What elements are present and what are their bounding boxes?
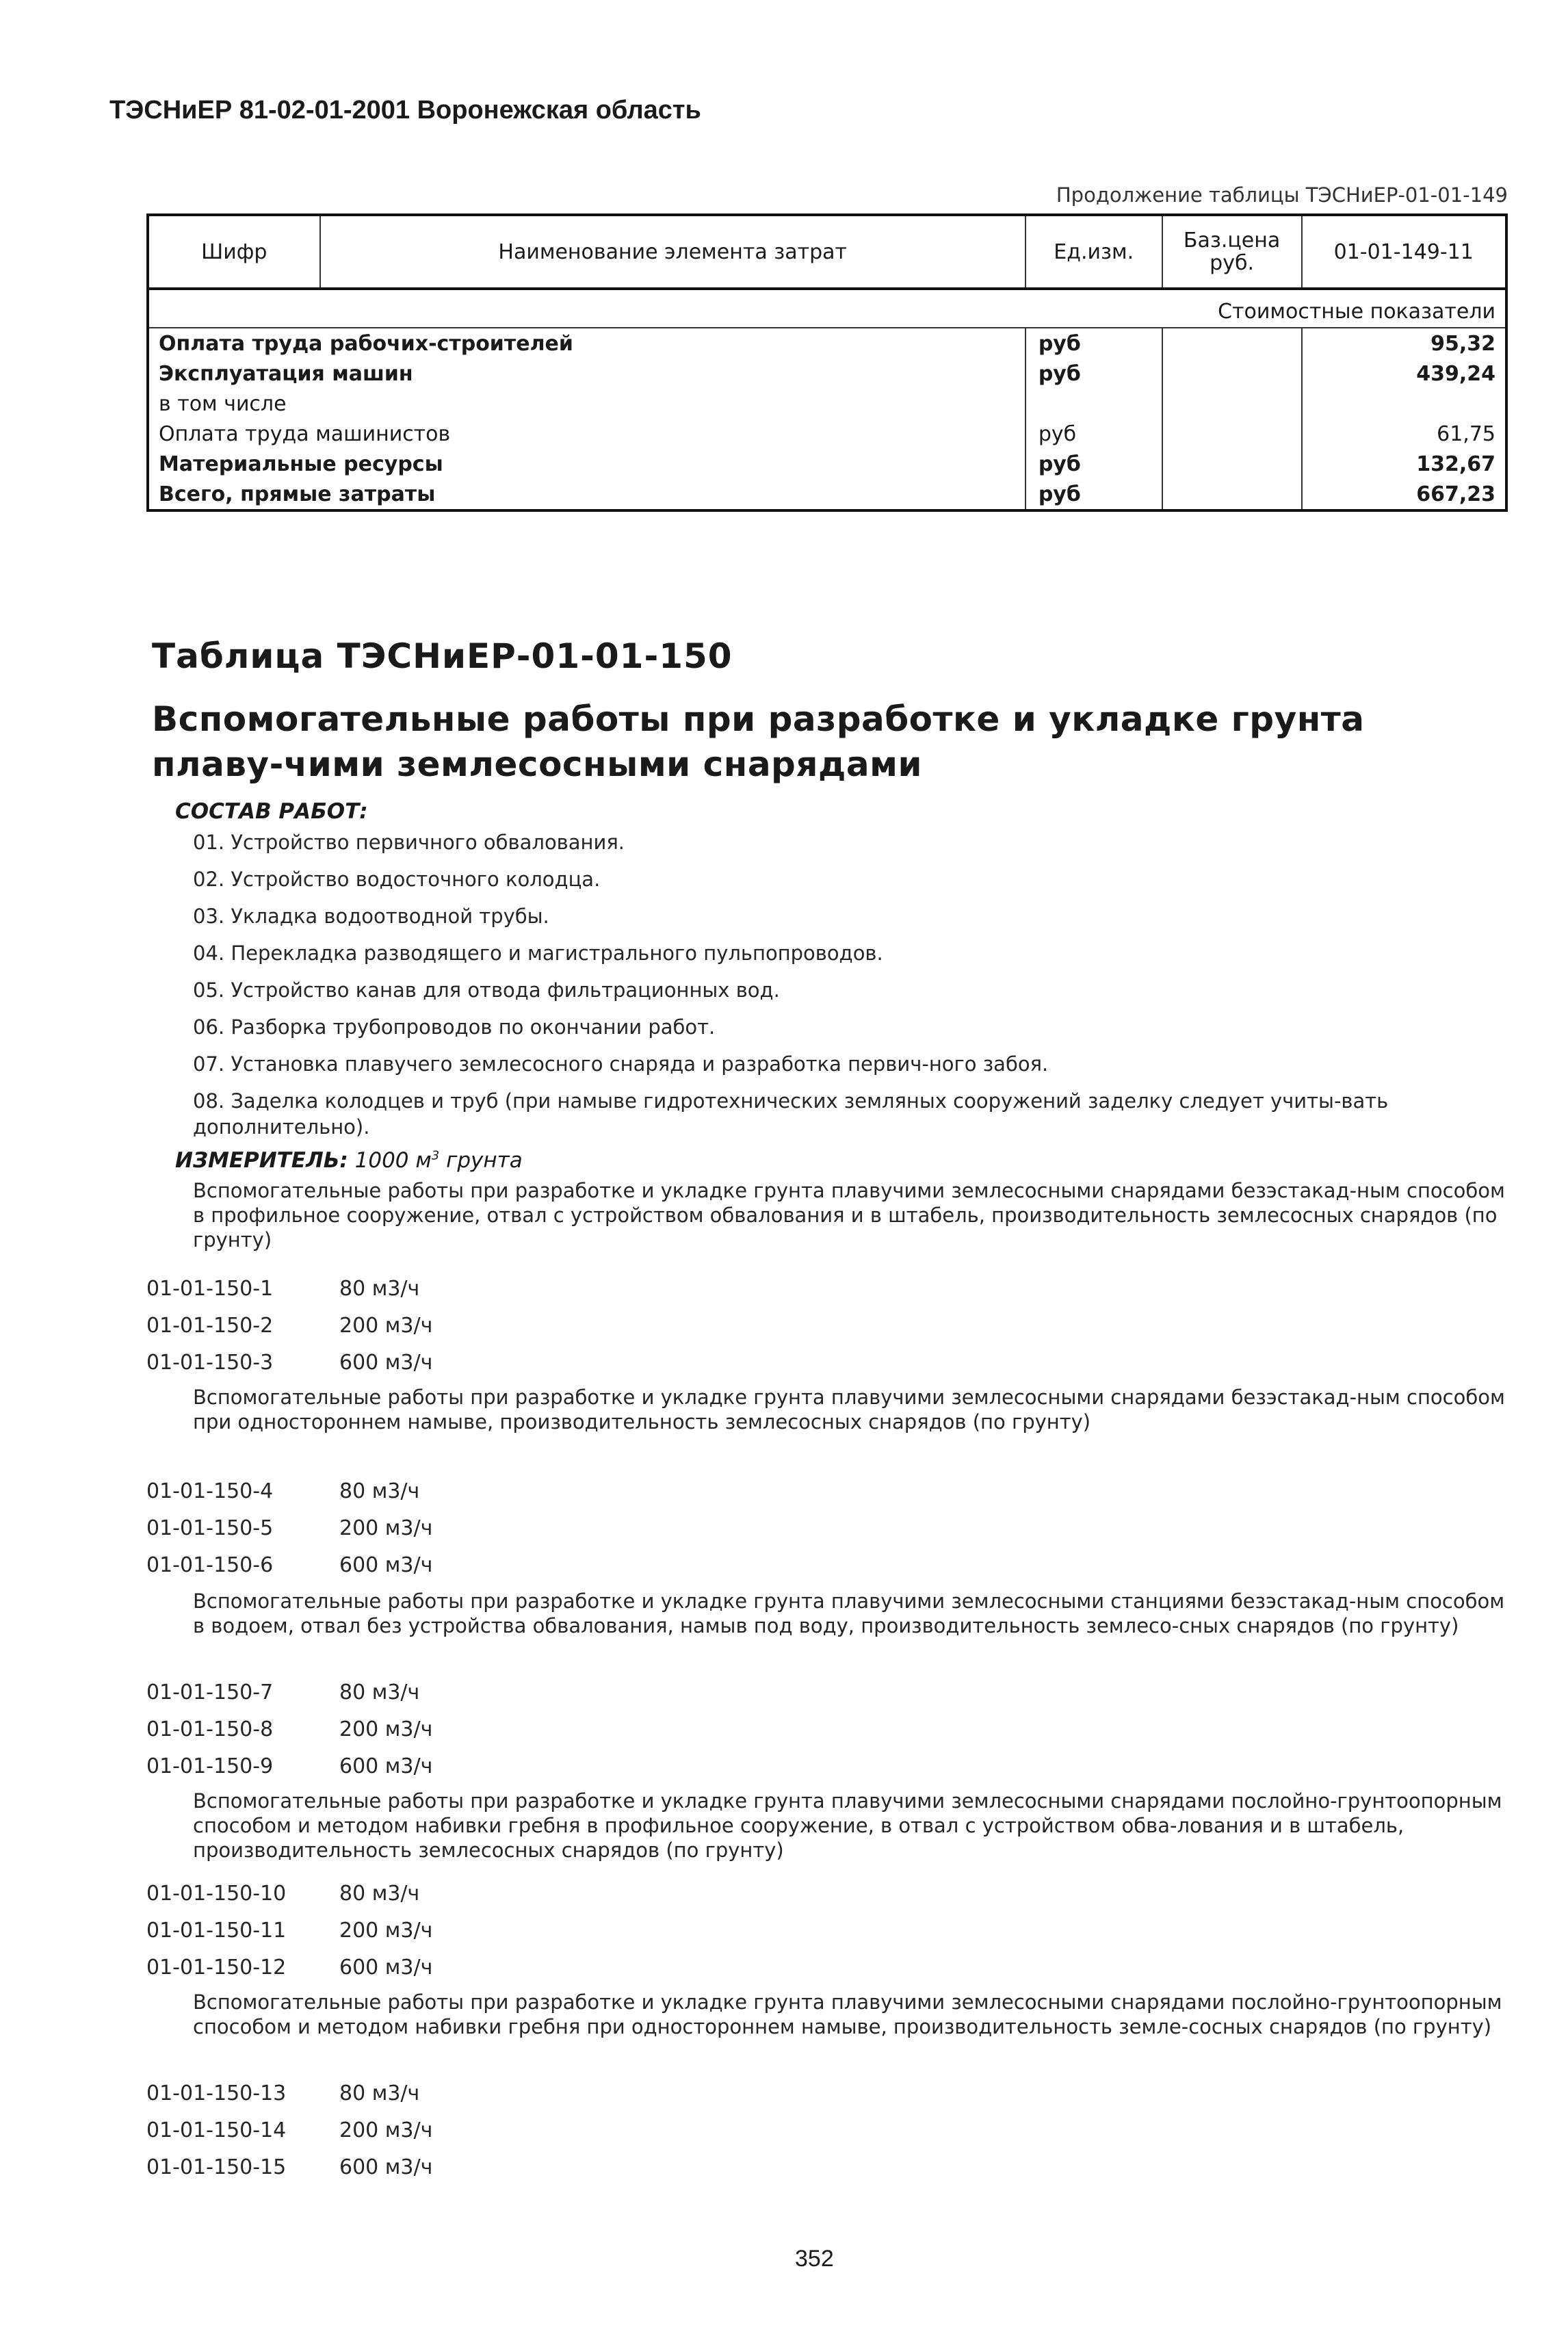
norm-code: 01-01-150-14 (146, 2118, 287, 2142)
norm-capacity: 200 м3/ч (339, 1516, 433, 1540)
row-value: 95,32 (1302, 328, 1506, 359)
row-base-price (1162, 419, 1302, 449)
table-title: Таблица ТЭСНиЕР-01-01-150 (152, 636, 733, 676)
norm-code: 01-01-150-3 (146, 1351, 274, 1375)
norm-capacity: 80 м3/ч (339, 1882, 420, 1906)
row-unit: руб (1025, 328, 1162, 359)
row-base-price (1162, 389, 1302, 419)
list-item: 07. Установка плавучего землесосного снаряда и разработка первич-ного забоя. (193, 1052, 1049, 1076)
norm-capacity: 200 м3/ч (339, 2118, 433, 2142)
norm-code: 01-01-150-2 (146, 1314, 274, 1338)
code-row (146, 2117, 432, 2144)
table-subheader-row (148, 289, 1506, 328)
meter-label: ИЗМЕРИТЕЛЬ: (175, 1148, 348, 1173)
code-row (146, 1478, 419, 1505)
row-base-price (1162, 328, 1302, 359)
row-name: Всего, прямые затраты (148, 479, 1025, 510)
list-item: 05. Устройство канав для отвода фильтрационных вод. (193, 978, 780, 1002)
group-description: Вспомогательные работы при разработке и укладке грунта плавучими землесосными станциями безэстакад-ным способом в водоем, отвал без устройства обвалования, намыв под воду, производительность землесо-сных снарядов (по грунту) (193, 1589, 1505, 1637)
row-value (1302, 389, 1506, 419)
table-row (148, 449, 1506, 479)
code-row (146, 1954, 432, 1982)
group-description: Вспомогательные работы при разработке и укладке грунта плавучими землесосными снарядами безэстакад-ным способом в профильное сооружение, отвал с устройством обвалования и в штабель, производительность землесосных снарядов (по грунту) (193, 1179, 1505, 1251)
norm-capacity: 80 м3/ч (339, 1680, 420, 1704)
code-row (146, 1275, 419, 1303)
norm-capacity: 80 м3/ч (339, 1479, 420, 1503)
norm-code: 01-01-150-12 (146, 1956, 287, 1980)
composition-list (193, 829, 1493, 1151)
norm-capacity: 600 м3/ч (339, 1553, 433, 1577)
table-row (148, 479, 1506, 510)
norm-capacity: 200 м3/ч (339, 1919, 433, 1943)
meter-value: 1000 м (354, 1148, 432, 1173)
meter-tail: грунта (446, 1148, 523, 1173)
norm-capacity: 600 м3/ч (339, 1754, 433, 1778)
row-value: 667,23 (1302, 479, 1506, 510)
row-base-price (1162, 359, 1302, 389)
table-row (148, 389, 1506, 419)
row-unit: руб (1025, 449, 1162, 479)
code-row (146, 1349, 432, 1377)
code-row (146, 1753, 432, 1780)
norm-code: 01-01-150-15 (146, 2155, 287, 2179)
table-continuation-caption: Продолжение таблицы ТЭСНиЕР-01-01-149 (1056, 183, 1508, 207)
list-item: 02. Устройство водосточного колодца. (193, 868, 601, 891)
header-code: Шифр (148, 215, 320, 289)
norm-code: 01-01-150-13 (146, 2081, 287, 2105)
group-description: Вспомогательные работы при разработке и укладке грунта плавучими землесосными снарядами безэстакад-ным способом при одностороннем намыве, производительность землесосных снарядов (по грунту) (193, 1386, 1505, 1433)
norm-capacity: 200 м3/ч (339, 1717, 433, 1741)
row-name: Оплата труда рабочих-строителей (148, 328, 1025, 359)
row-value: 132,67 (1302, 449, 1506, 479)
list-item: 01. Устройство первичного обвалования. (193, 831, 625, 854)
code-row (146, 1552, 432, 1579)
norm-capacity: 80 м3/ч (339, 2081, 420, 2105)
cost-table (146, 213, 1508, 512)
code-row (146, 1880, 419, 1908)
group-description: Вспомогательные работы при разработке и укладке грунта плавучими землесосными снарядами послойно-грунтоопорным способом и методом набивки гребня при одностороннем намыве, производительность земле-сосных снарядов (по грунту) (193, 1990, 1502, 2038)
page-number: 352 (795, 2246, 834, 2272)
composition-heading: СОСТАВ РАБОТ: (175, 799, 368, 824)
norm-code: 01-01-150-8 (146, 1717, 274, 1741)
row-base-price (1162, 449, 1302, 479)
list-item: 08. Заделка колодцев и труб (при намыве гидротехнических земляных сооружений заделку следует учиты-вать дополнительно). (193, 1089, 1389, 1139)
norm-capacity: 600 м3/ч (339, 1956, 433, 1980)
table-subtitle: Вспомогательные работы при разработке и укладке грунта плаву-чими землесосными снарядами (152, 699, 1365, 784)
norm-code: 01-01-150-9 (146, 1754, 274, 1778)
code-row (146, 1515, 432, 1542)
norm-capacity: 80 м3/ч (339, 1277, 420, 1301)
table-row (148, 359, 1506, 389)
header-base-price: Баз.цена руб. (1162, 215, 1302, 289)
row-unit (1025, 389, 1162, 419)
subheader-cost-indicators: Стоимостные показатели (148, 289, 1506, 328)
list-item: 04. Перекладка разводящего и магистрального пульпопроводов. (193, 942, 883, 965)
norm-code: 01-01-150-11 (146, 1919, 287, 1943)
row-name: Оплата труда машинистов (148, 419, 1025, 449)
row-unit: руб (1025, 359, 1162, 389)
header-unit: Ед.изм. (1025, 215, 1162, 289)
list-item: 03. Укладка водоотводной трубы. (193, 905, 549, 928)
header-norm-code: 01-01-149-11 (1302, 215, 1506, 289)
measurement-unit (175, 1148, 523, 1173)
header-name: Наименование элемента затрат (320, 215, 1025, 289)
table-row (148, 328, 1506, 359)
code-row (146, 1312, 432, 1340)
norm-capacity: 200 м3/ч (339, 1314, 433, 1338)
norm-code: 01-01-150-4 (146, 1479, 274, 1503)
code-row (146, 1679, 419, 1706)
row-name: Материальные ресурсы (148, 449, 1025, 479)
row-value: 439,24 (1302, 359, 1506, 389)
row-unit: руб (1025, 479, 1162, 510)
code-row (146, 2154, 432, 2181)
code-row (146, 1716, 432, 1743)
list-item: 06. Разборка трубопроводов по окончании работ. (193, 1015, 716, 1039)
norm-code: 01-01-150-1 (146, 1277, 274, 1301)
row-name: Эксплуатация машин (148, 359, 1025, 389)
group-description: Вспомогательные работы при разработке и укладке грунта плавучими землесосными снарядами послойно-грунтоопорным способом и методом набивки гребня в профильное сооружение, в отвал с устройством обва-лования и в штабель, производительность землесосных снарядов (по грунту) (193, 1789, 1502, 1862)
norm-code: 01-01-150-10 (146, 1882, 287, 1906)
row-name: в том числе (148, 389, 1025, 419)
norm-capacity: 600 м3/ч (339, 2155, 433, 2179)
row-base-price (1162, 479, 1302, 510)
norm-code: 01-01-150-6 (146, 1553, 274, 1577)
norm-code: 01-01-150-7 (146, 1680, 274, 1704)
row-unit: руб (1025, 419, 1162, 449)
meter-superscript: 3 (431, 1148, 440, 1163)
document-header: ТЭСНиЕР 81-02-01-2001 Воронежская область (109, 96, 701, 125)
row-value: 61,75 (1302, 419, 1506, 449)
code-row (146, 1917, 432, 1945)
norm-code: 01-01-150-5 (146, 1516, 274, 1540)
norm-capacity: 600 м3/ч (339, 1351, 433, 1375)
table-header-row (148, 215, 1506, 289)
table-row (148, 419, 1506, 449)
code-row (146, 2080, 419, 2107)
